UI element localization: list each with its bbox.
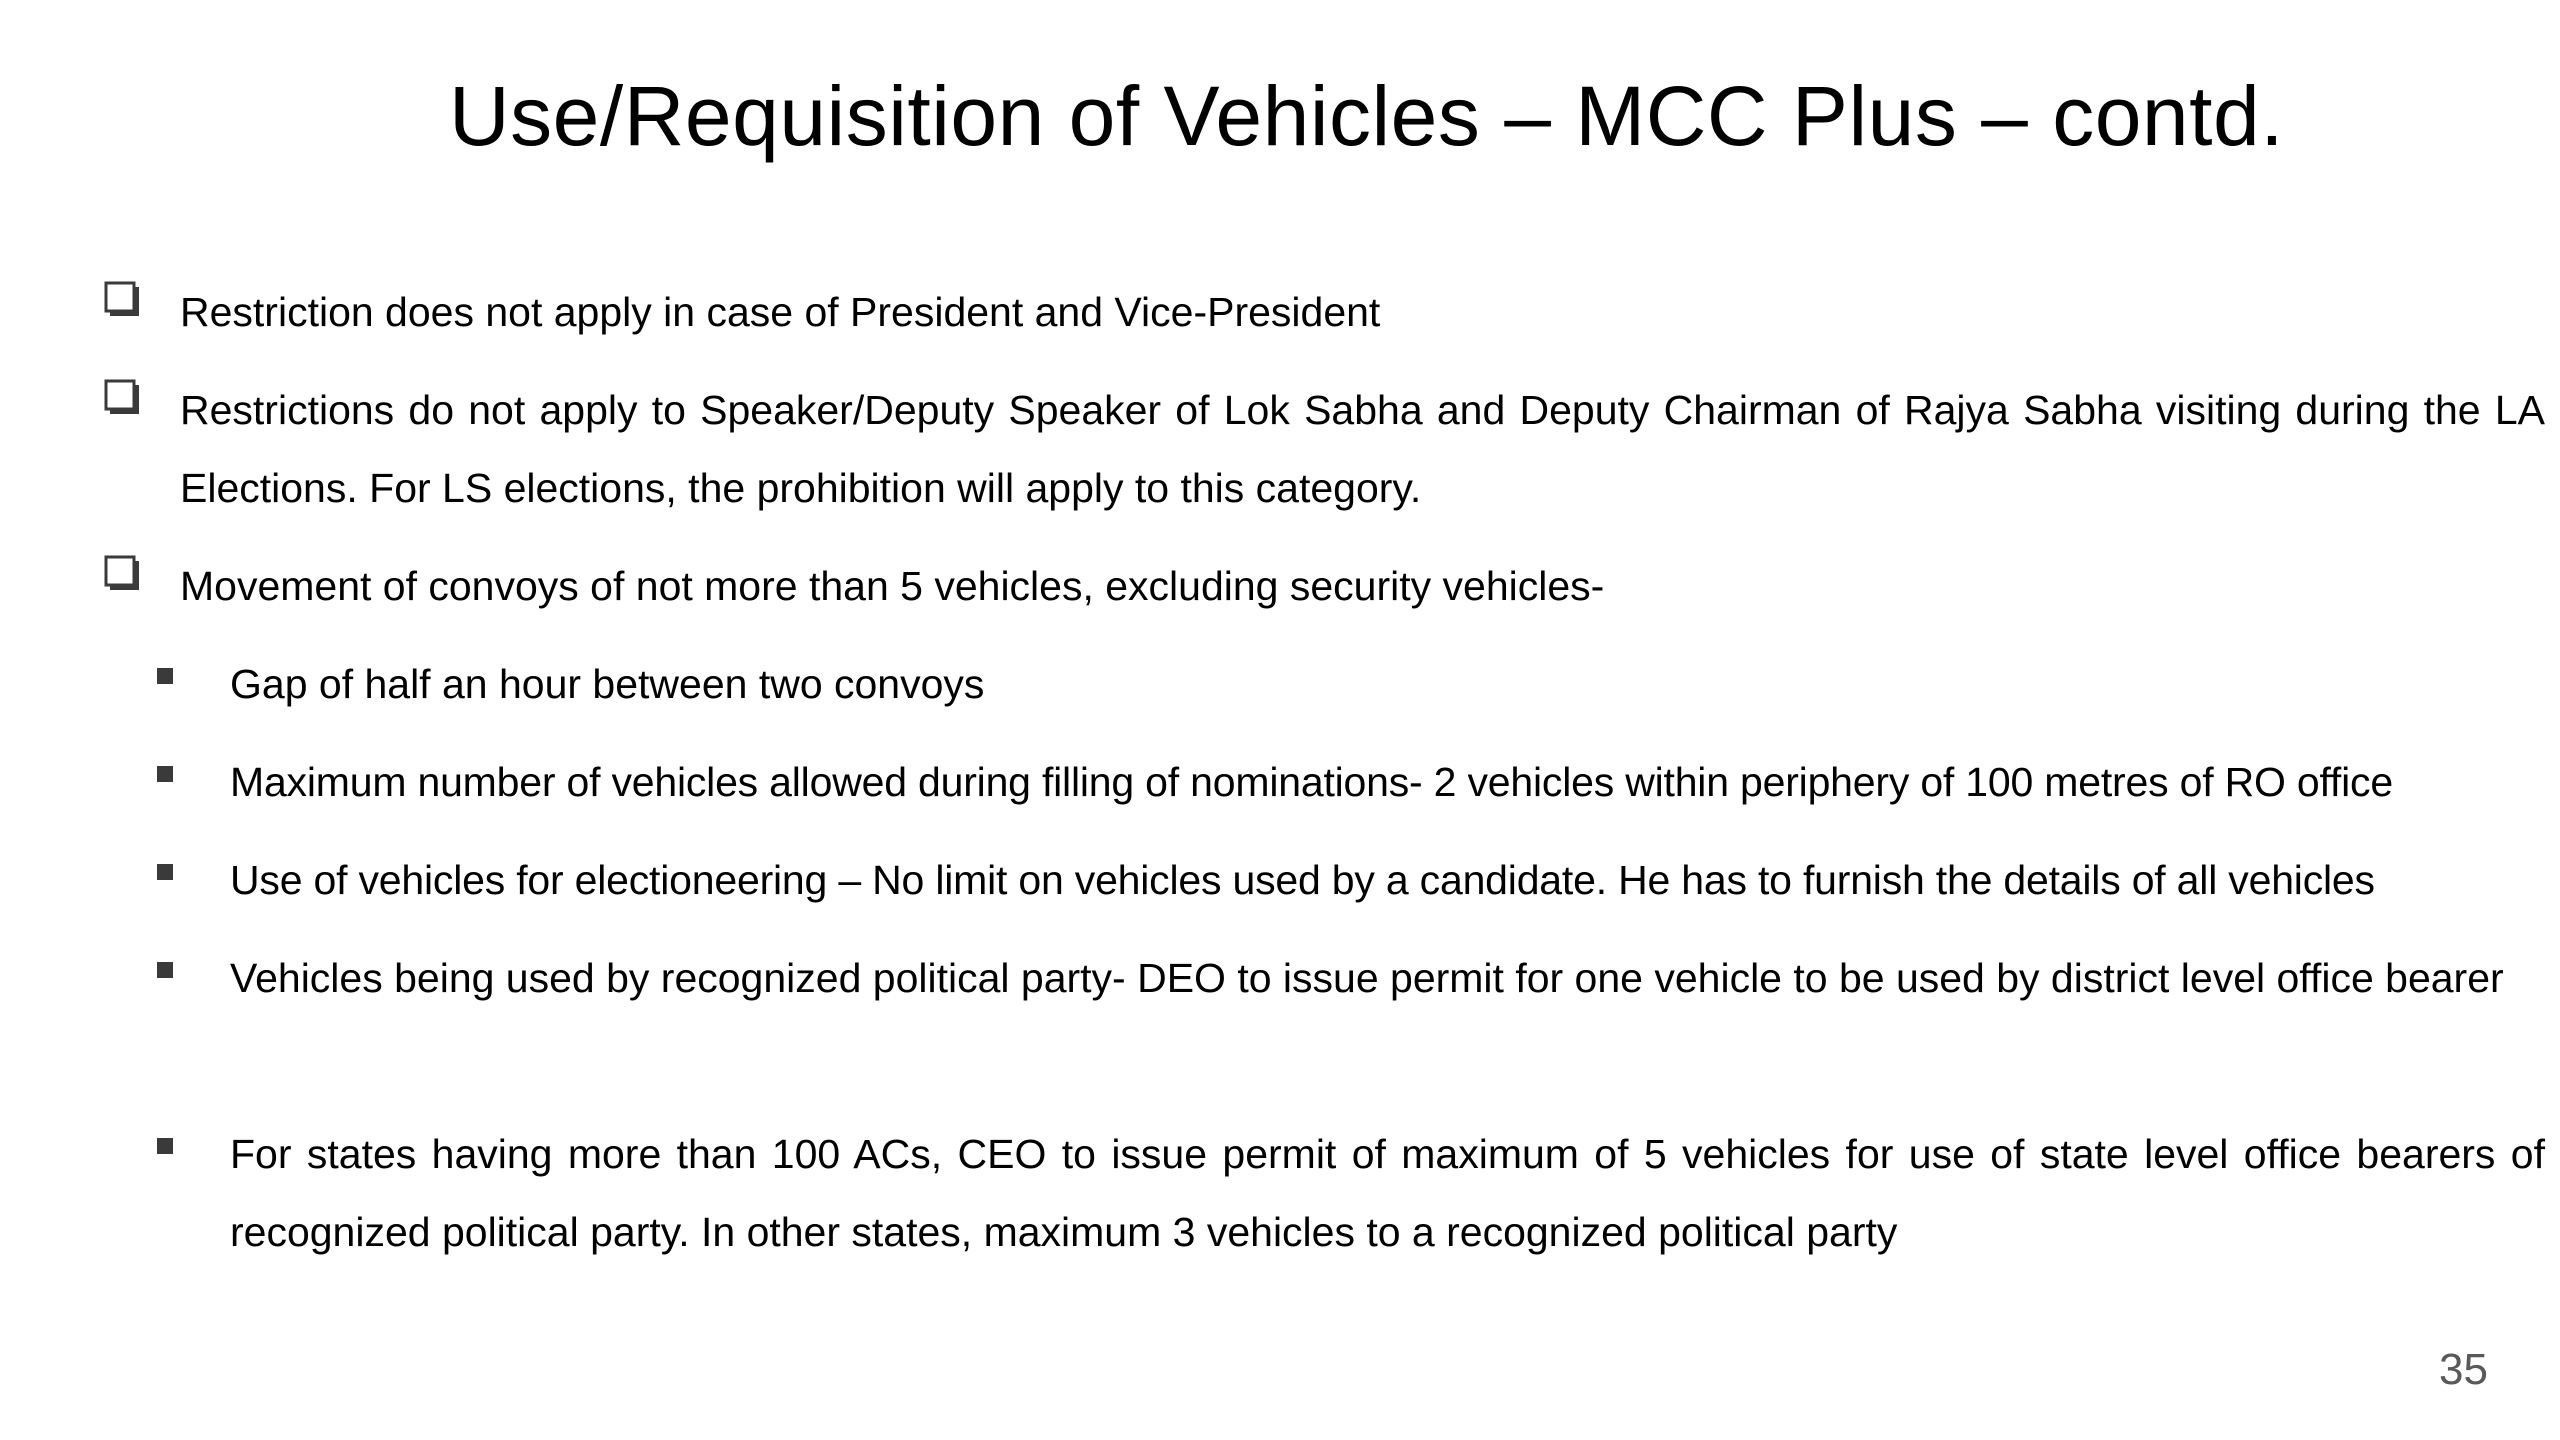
bullet-item-president-exemption: Restriction does not apply in case of President and Vice-President [180,289,1381,335]
checkbox-square-icon [104,281,140,317]
bullet-item-speaker-exemption: Restrictions do not apply to Speaker/Deputy Speaker of Lok Sabha and Deputy Chairman of Rajya Sabha visiting during the LA Elections. For LS elections, the prohibition will apply to this category. [180,387,2545,511]
filled-square-bullet-icon [157,668,173,684]
filled-square-bullet-icon [157,1138,173,1154]
checkbox-square-icon [104,555,140,591]
filled-square-bullet-icon [157,962,173,978]
sub-bullet-item-convoy-gap: Gap of half an hour between two convoys [230,661,985,707]
filled-square-bullet-icon [157,864,173,880]
sub-bullet-item-nomination-vehicles: Maximum number of vehicles allowed during filling of nominations- 2 vehicles within periphery of 100 metres of RO office [230,759,2393,805]
filled-square-bullet-icon [157,766,173,782]
bullet-item-convoy-movement: Movement of convoys of not more than 5 vehicles, excluding security vehicles- [180,563,1605,609]
slide-title: Use/Requisition of Vehicles – MCC Plus – contd. [449,69,2285,163]
sub-bullet-item-party-vehicle-permit: Vehicles being used by recognized political party- DEO to issue permit for one vehicle to be used by district level office bearer [230,955,2504,1001]
page-number: 35 [2439,1345,2488,1394]
sub-bullet-item-electioneering-vehicles: Use of vehicles for electioneering – No limit on vehicles used by a candidate. He has to furnish the details of all vehicles [230,857,2375,903]
checkbox-square-icon [104,379,140,415]
sub-bullet-item-state-permit-limits: For states having more than 100 ACs, CEO to issue permit of maximum of 5 vehicles for use of state level office bearers of recognized political party. In other states, maximum 3 vehicles to a recognized political party [230,1131,2545,1255]
